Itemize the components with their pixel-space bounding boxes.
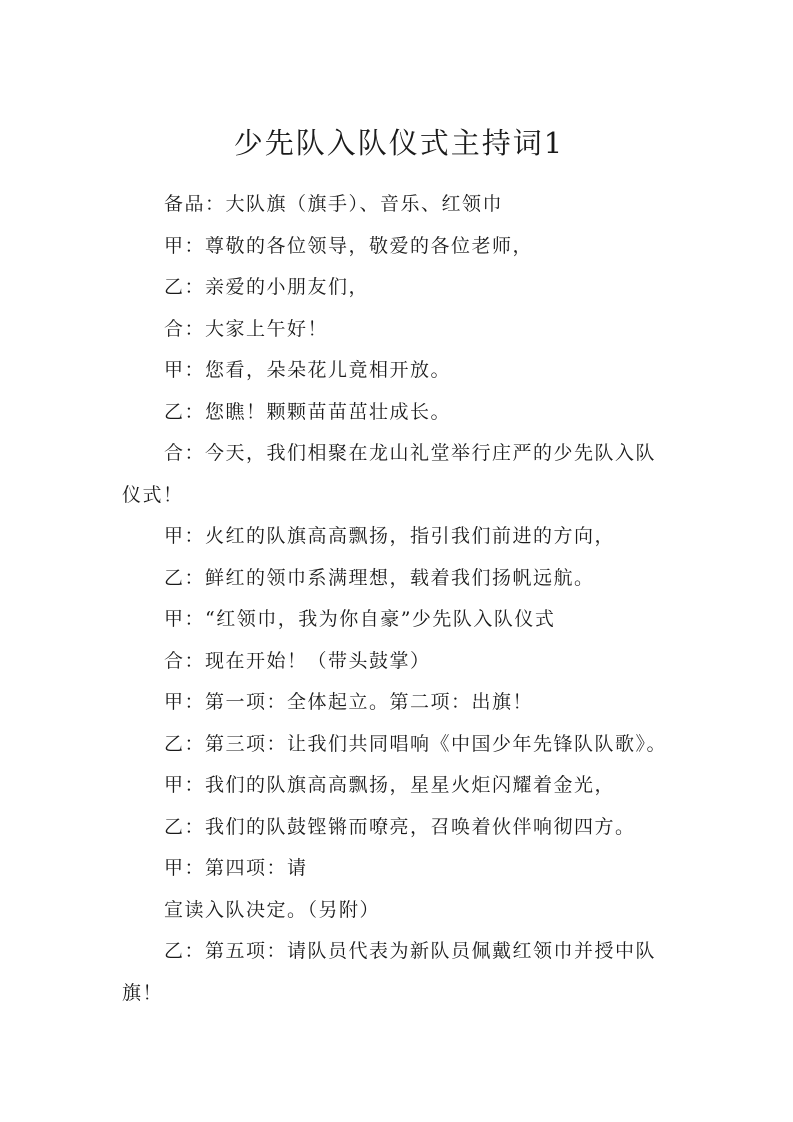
paragraph: 乙：鲜红的领巾系满理想，载着我们扬帆远航。 xyxy=(164,566,595,589)
paragraph: 乙：第三项：让我们共同唱响《中国少年先锋队队歌》。 xyxy=(164,732,668,755)
paragraph: 甲：您看，朵朵花儿竟相开放。 xyxy=(164,359,452,381)
paragraph: 甲：火红的队旗高高飘扬，指引我们前进的方向， xyxy=(164,525,616,547)
paragraph: 合：大家上午好！ xyxy=(164,317,329,340)
paragraph: 合：现在开始！（带头鼓掌） xyxy=(164,649,431,672)
paragraph: 甲：尊敬的各位领导，敬爱的各位老师， xyxy=(164,234,534,257)
document-title: 少先队入队仪式主持词1 xyxy=(233,126,565,160)
paragraph: 乙：我们的队鼓铿锵而嘹亮，召唤着伙伴响彻四方。 xyxy=(164,815,636,838)
paragraph: 甲：第一项：全体起立。第二项：出旗！ xyxy=(164,691,534,713)
paragraph: 甲：我们的队旗高高飘扬，星星火炬闪耀着金光， xyxy=(164,774,616,796)
paragraph: 乙：亲爱的小朋友们， xyxy=(164,276,370,298)
paragraph: 宣读入队决定。（另附） xyxy=(164,898,381,921)
paragraph: 甲：“红领巾，我为你自豪”少先队入队仪式 xyxy=(164,608,556,630)
paragraph: 乙：您瞧！颗颗苗苗茁壮成长。 xyxy=(164,400,452,423)
paragraph: 乙：第五项：请队员代表为新队员佩戴红领巾并授中队旗！ xyxy=(122,940,657,1004)
paragraph: 合：今天，我们相聚在龙山礼堂举行庄严的少先队入队仪式！ xyxy=(122,442,657,506)
paragraph: 甲：第四项：请 xyxy=(164,857,308,879)
paragraph: 备品：大队旗（旗手）、音乐、红领巾 xyxy=(164,193,504,215)
